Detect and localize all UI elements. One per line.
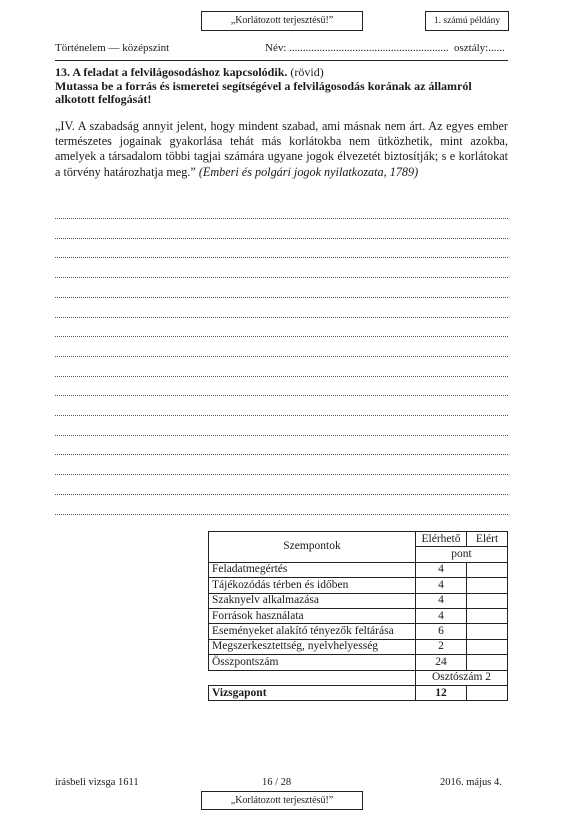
subject-level: Történelem — középszint — [55, 42, 170, 54]
score-table — [208, 531, 508, 701]
answer-line[interactable] — [55, 494, 508, 495]
achievable-points: 6 — [416, 624, 467, 639]
quote-citation: (Emberi és polgári jogok nyilatkozata, 1789) — [198, 164, 419, 179]
task-type: (rövid) — [290, 65, 324, 79]
score-row — [209, 624, 508, 639]
footer-date: 2016. május 4. — [440, 777, 502, 788]
criterion-label: Összpontszám — [209, 655, 416, 670]
divisor-label: Osztószám 2 — [416, 670, 508, 685]
achievable-header: Elérhető — [416, 532, 467, 547]
achieved-points-cell[interactable] — [467, 562, 508, 577]
achieved-points-cell[interactable] — [467, 655, 508, 670]
answer-line[interactable] — [55, 514, 508, 515]
answer-line[interactable] — [55, 218, 508, 219]
answer-line[interactable] — [55, 435, 508, 436]
task-instruction: Mutassa be a forrás és ismeretei segítségével a felvilágosodás korának az államról alkotott felfogását! — [55, 78, 472, 106]
restricted-distribution-label-bottom: „Korlátozott terjesztésű!” — [201, 791, 363, 810]
answer-line[interactable] — [55, 454, 508, 455]
header-divider — [55, 60, 508, 61]
criterion-label: Megszerkesztettség, nyelvhelyesség — [209, 639, 416, 654]
answer-line[interactable] — [55, 415, 508, 416]
answer-line[interactable] — [55, 356, 508, 357]
answer-line[interactable] — [55, 395, 508, 396]
answer-line[interactable] — [55, 277, 508, 278]
class-field[interactable]: osztály:...... — [454, 42, 505, 54]
task-prompt — [55, 66, 508, 107]
answer-line[interactable] — [55, 257, 508, 258]
empty-cell — [209, 670, 416, 685]
answer-line[interactable] — [55, 474, 508, 475]
task-title: 13. A feladat a felvilágosodáshoz kapcsolódik. — [55, 65, 288, 79]
exam-points-value: 12 — [416, 685, 467, 700]
achieved-points-cell[interactable] — [467, 639, 508, 654]
footer-page-number: 16 / 28 — [262, 777, 292, 788]
quote-text: „IV. A szabadság annyit jelent, hogy mindent szabad, ami másnak nem árt. Az egyes ember természetes jogainak gyakorlása tehát más korlátokba nem ütközhetik, mint azokba, amelyek a társadalom többi tagjai számára ugyane jogok élvezetét biztosítják; s e korlátokat a törvény határozhatja meg.” — [55, 119, 508, 179]
achieved-points-cell[interactable] — [467, 578, 508, 593]
criterion-label: Szaknyelv alkalmazása — [209, 593, 416, 608]
name-field[interactable]: Név: .......................................................... — [265, 42, 449, 54]
achievable-points: 2 — [416, 639, 467, 654]
source-quote — [55, 119, 508, 180]
achieved-points-cell[interactable] — [467, 593, 508, 608]
score-row — [209, 655, 508, 670]
criterion-label: Források használata — [209, 608, 416, 623]
score-row — [209, 608, 508, 623]
achievable-points: 4 — [416, 578, 467, 593]
achieved-points-cell[interactable] — [467, 624, 508, 639]
score-row — [209, 639, 508, 654]
answer-line[interactable] — [55, 238, 508, 239]
achieved-points-cell[interactable] — [467, 608, 508, 623]
answer-line[interactable] — [55, 336, 508, 337]
exam-points-label: Vizsgapont — [209, 685, 416, 700]
score-row — [209, 578, 508, 593]
score-row — [209, 562, 508, 577]
achievable-points: 24 — [416, 655, 467, 670]
criterion-label: Tájékozódás térben és időben — [209, 578, 416, 593]
answer-line[interactable] — [55, 376, 508, 377]
score-row — [209, 593, 508, 608]
achievable-points: 4 — [416, 562, 467, 577]
achievable-points: 4 — [416, 593, 467, 608]
restricted-distribution-label: „Korlátozott terjesztésű!” — [201, 11, 363, 31]
criterion-label: Feladatmegértés — [209, 562, 416, 577]
criterion-label: Eseményeket alakító tényezők feltárása — [209, 624, 416, 639]
achieved-header: Elért — [467, 532, 508, 547]
copy-number-label: 1. számú példány — [425, 11, 509, 31]
exam-points-achieved-cell[interactable] — [467, 685, 508, 700]
footer-exam: írásbeli vizsga 1611 — [55, 777, 139, 788]
answer-line[interactable] — [55, 297, 508, 298]
points-header: pont — [416, 547, 508, 562]
answer-line[interactable] — [55, 317, 508, 318]
achievable-points: 4 — [416, 608, 467, 623]
criteria-header: Szempontok — [209, 532, 416, 563]
